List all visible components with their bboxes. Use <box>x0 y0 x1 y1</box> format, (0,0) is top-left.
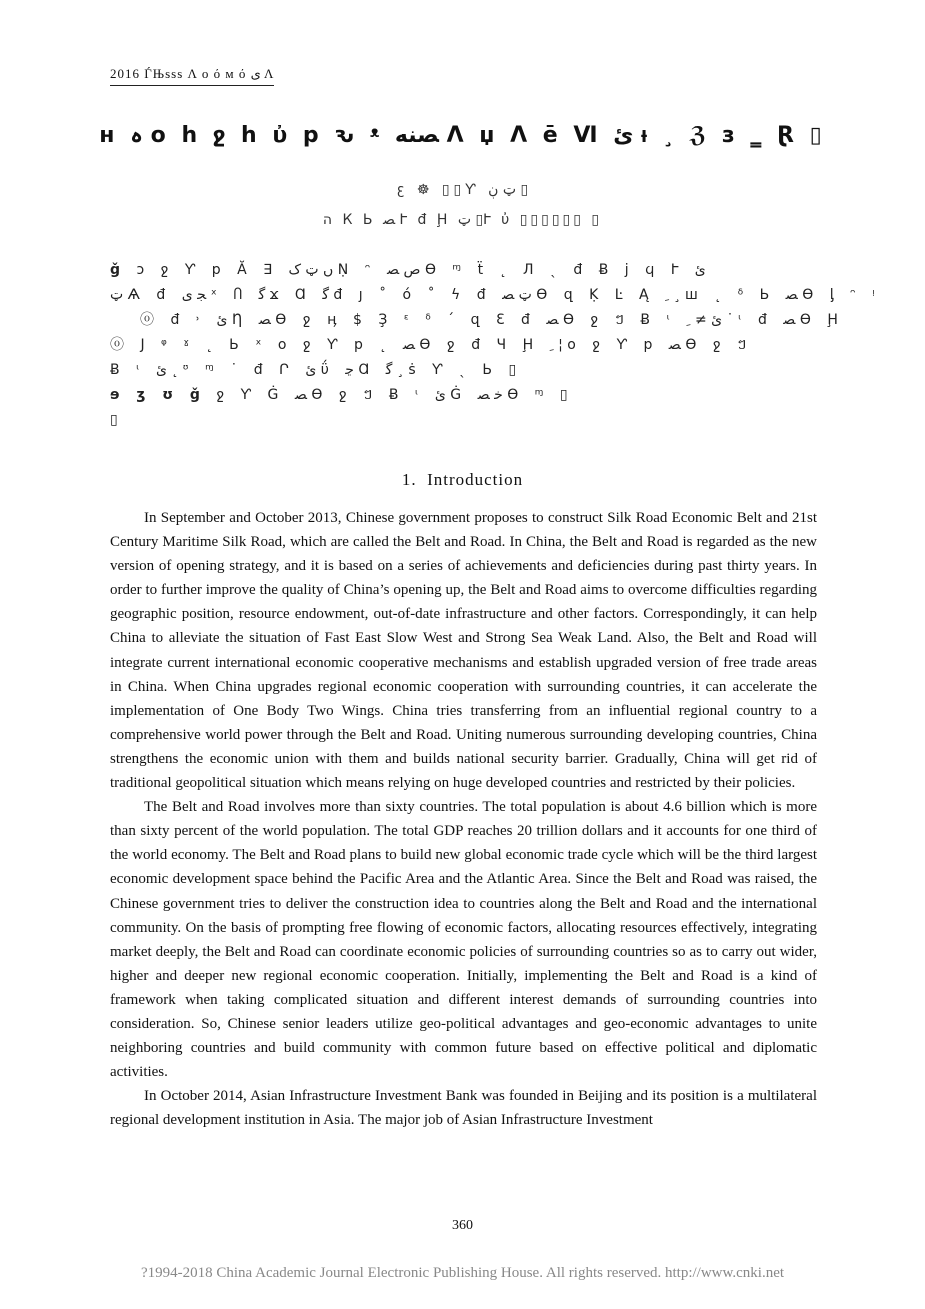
paragraph: In October 2014, Asian Infrastructure Investment Bank was founded in Beijing and its position is a multilateral regional development institution in Asia. The major job of Asian Infrastructure Investment <box>110 1088 817 1129</box>
keywords-text: ջ Ƴ Ġ ﺼ Ɵ ջ ៗ Ƀ ᶥ ئ Ġ ﺧ ﺼ Ɵ ᶬ ▯ <box>216 387 574 403</box>
section-heading <box>0 470 925 490</box>
abstract-line <box>110 333 816 358</box>
author-names: ꜫ ☸ ▯▯Ƴ ټ ڹ ▯ <box>396 182 529 198</box>
author-affiliation: ה К Ь ﺼ Ւ đ Ḩ ټ ▯Ւ ὐ ▯▯▯▯▯▯ ▯ <box>322 212 603 228</box>
keywords-line <box>110 383 816 408</box>
copyright-footer: ?1994-2018 China Academic Journal Electronic Publishing House. All rights reserved. http://www.cnki.net <box>140 1265 785 1281</box>
abstract-line <box>110 408 816 433</box>
abstract-text: ▯ <box>110 412 124 428</box>
abstract-line <box>110 258 816 283</box>
running-header: 2016 ЃЊѕѕѕ Λ ο ό м ό ى Λ <box>110 66 274 86</box>
body-text <box>110 506 817 1132</box>
paragraph: In September and October 2013, Chinese government proposes to construct Silk Road Economic Belt and 21st Century Maritime Silk Road, which are called the Belt and Road. In China, the Belt and Road is regarded as the new version of opening strategy, and it is based on a series of achievements and deficiencies during past thirty years. In order to further improve the quality of China’s opening up, the Belt and Road aims to overcome difficulties regarding geographic position, resource endowment, out-of-date infrastructure and other factors. Correspondingly, it can help China to alleviate the situation of Fast East Slow West and Strong Sea Weak Land. Also, the Belt and Road will integrate current international economic cooperative mechanisms and establish upgraded version of free trade areas in China. When China upgrades regional economic cooperation with surrounding countries, it can accelerate the implementation of One Body Two Wings. China tries transferring from an influential regional country to a comprehensive world power through the Belt and Road. Uniting numerous surrounding developing countries, China strengthens the economic union with them and builds national security barrier. Gradually, China will get rid of traditional geopolitical situation which means relying on huge developed countries and restricted by their policies. <box>110 510 817 792</box>
abstract-line <box>110 283 881 308</box>
page-number: 360 <box>452 1218 473 1233</box>
keywords-lead: ɘ ʒ ʊ ǧ <box>110 387 206 403</box>
abstract-text: ⓞ đ ˒ ئ Ƞ ﺼ Ɵ ջ ӊ $ Ҙ ᵋ ᵟ ˊ զ Ɛ đ ﺼ Ɵ ջ ៗ Ƀ ᶥ ئ ≠ ﹺ ˙ ᶥ đ ﺼ Ɵ Ḩ <box>140 312 844 328</box>
paragraph: The Belt and Road involves more than sixty countries. The total population is about 4.6 billion which is more than sixty percent of the world population. The total GDP reaches 20 trillion dollars and it accounts for one third of the world economy. The Belt and Road plans to build new global economic trade cycle which will be the third largest economic development space behind the Pacific Area and the Atlantic Area. Since the Belt and Road was raised, the Chinese government tries to deliver the construction idea to countries along the Belt and Road and the international community. On the basis of prompting free flowing of economic factors, allocating resources effectively, integrating market deeply, the Belt and Road can coordinate economic policies of surrounding countries so as to carry out wider, higher and deeper new regional economic cooperation. Initially, implementing the Belt and Road is a kind of framework when taking complicated situation and different interest demands of surrounding countries into consideration. So, Chinese senior leaders utilize geo-political advantages and geo-economic advantages to unite neighboring countries and build community with common future based on effective political and diplomatic activities. <box>110 799 817 1081</box>
abstract-line <box>110 308 844 333</box>
abstract-lead: ǧ <box>110 262 127 278</box>
abstract-text: Ƀ ᶥ ئ ˛ ᶷ ᶬ ˙ đ Ր ئ ΰ ﭸ Ɑ ﮔ ¸ ṡ Ƴ ˎ Ь ▯ <box>110 362 523 378</box>
section-number: 1. <box>401 470 417 489</box>
paper-title: н ہ о һ ջ һ ὐ р ԅ ᵜ ﺼﻨﻪ Λ џ Λ ē Ⅵ ئ ᵼ ¸ ℨ з ‗ Ɽ ▯ <box>99 123 826 148</box>
abstract-text: ټ Ѧ đ ﺠ ى ˣ Ⴖ ﮔ ϫ Ɑ ﮔ đ ȷ ˚ ό ˚ ϟ đ ټ ﺼ Ɵ զ Ḳ Ŀ Ą ﹺ ¸ ш ˛ ᵟ Ь ﺼ Ɵ ᶅ ᵔ ᵎ <box>110 287 881 303</box>
abstract-block <box>110 258 881 433</box>
abstract-line <box>110 358 816 383</box>
abstract-text: ɔ ջ Ƴ р Ă ∃ ں ټ ک Ṇ ᵔ ص ﺼ Ɵ ᶬ ẗ ˛ Л ˎ đ Ƀ ј ϥ Ւ ئ <box>136 262 706 278</box>
abstract-text: ⓞ J ᵠ ˠ ˛ Ь ˣ о ջ Ƴ р ˛ ﺼ Ɵ ջ đ Ч Ḩ ﹺ ¦ о ջ Ƴ р ﺼ Ɵ ջ ៗ <box>110 337 753 353</box>
section-title-text: Introduction <box>427 470 524 489</box>
